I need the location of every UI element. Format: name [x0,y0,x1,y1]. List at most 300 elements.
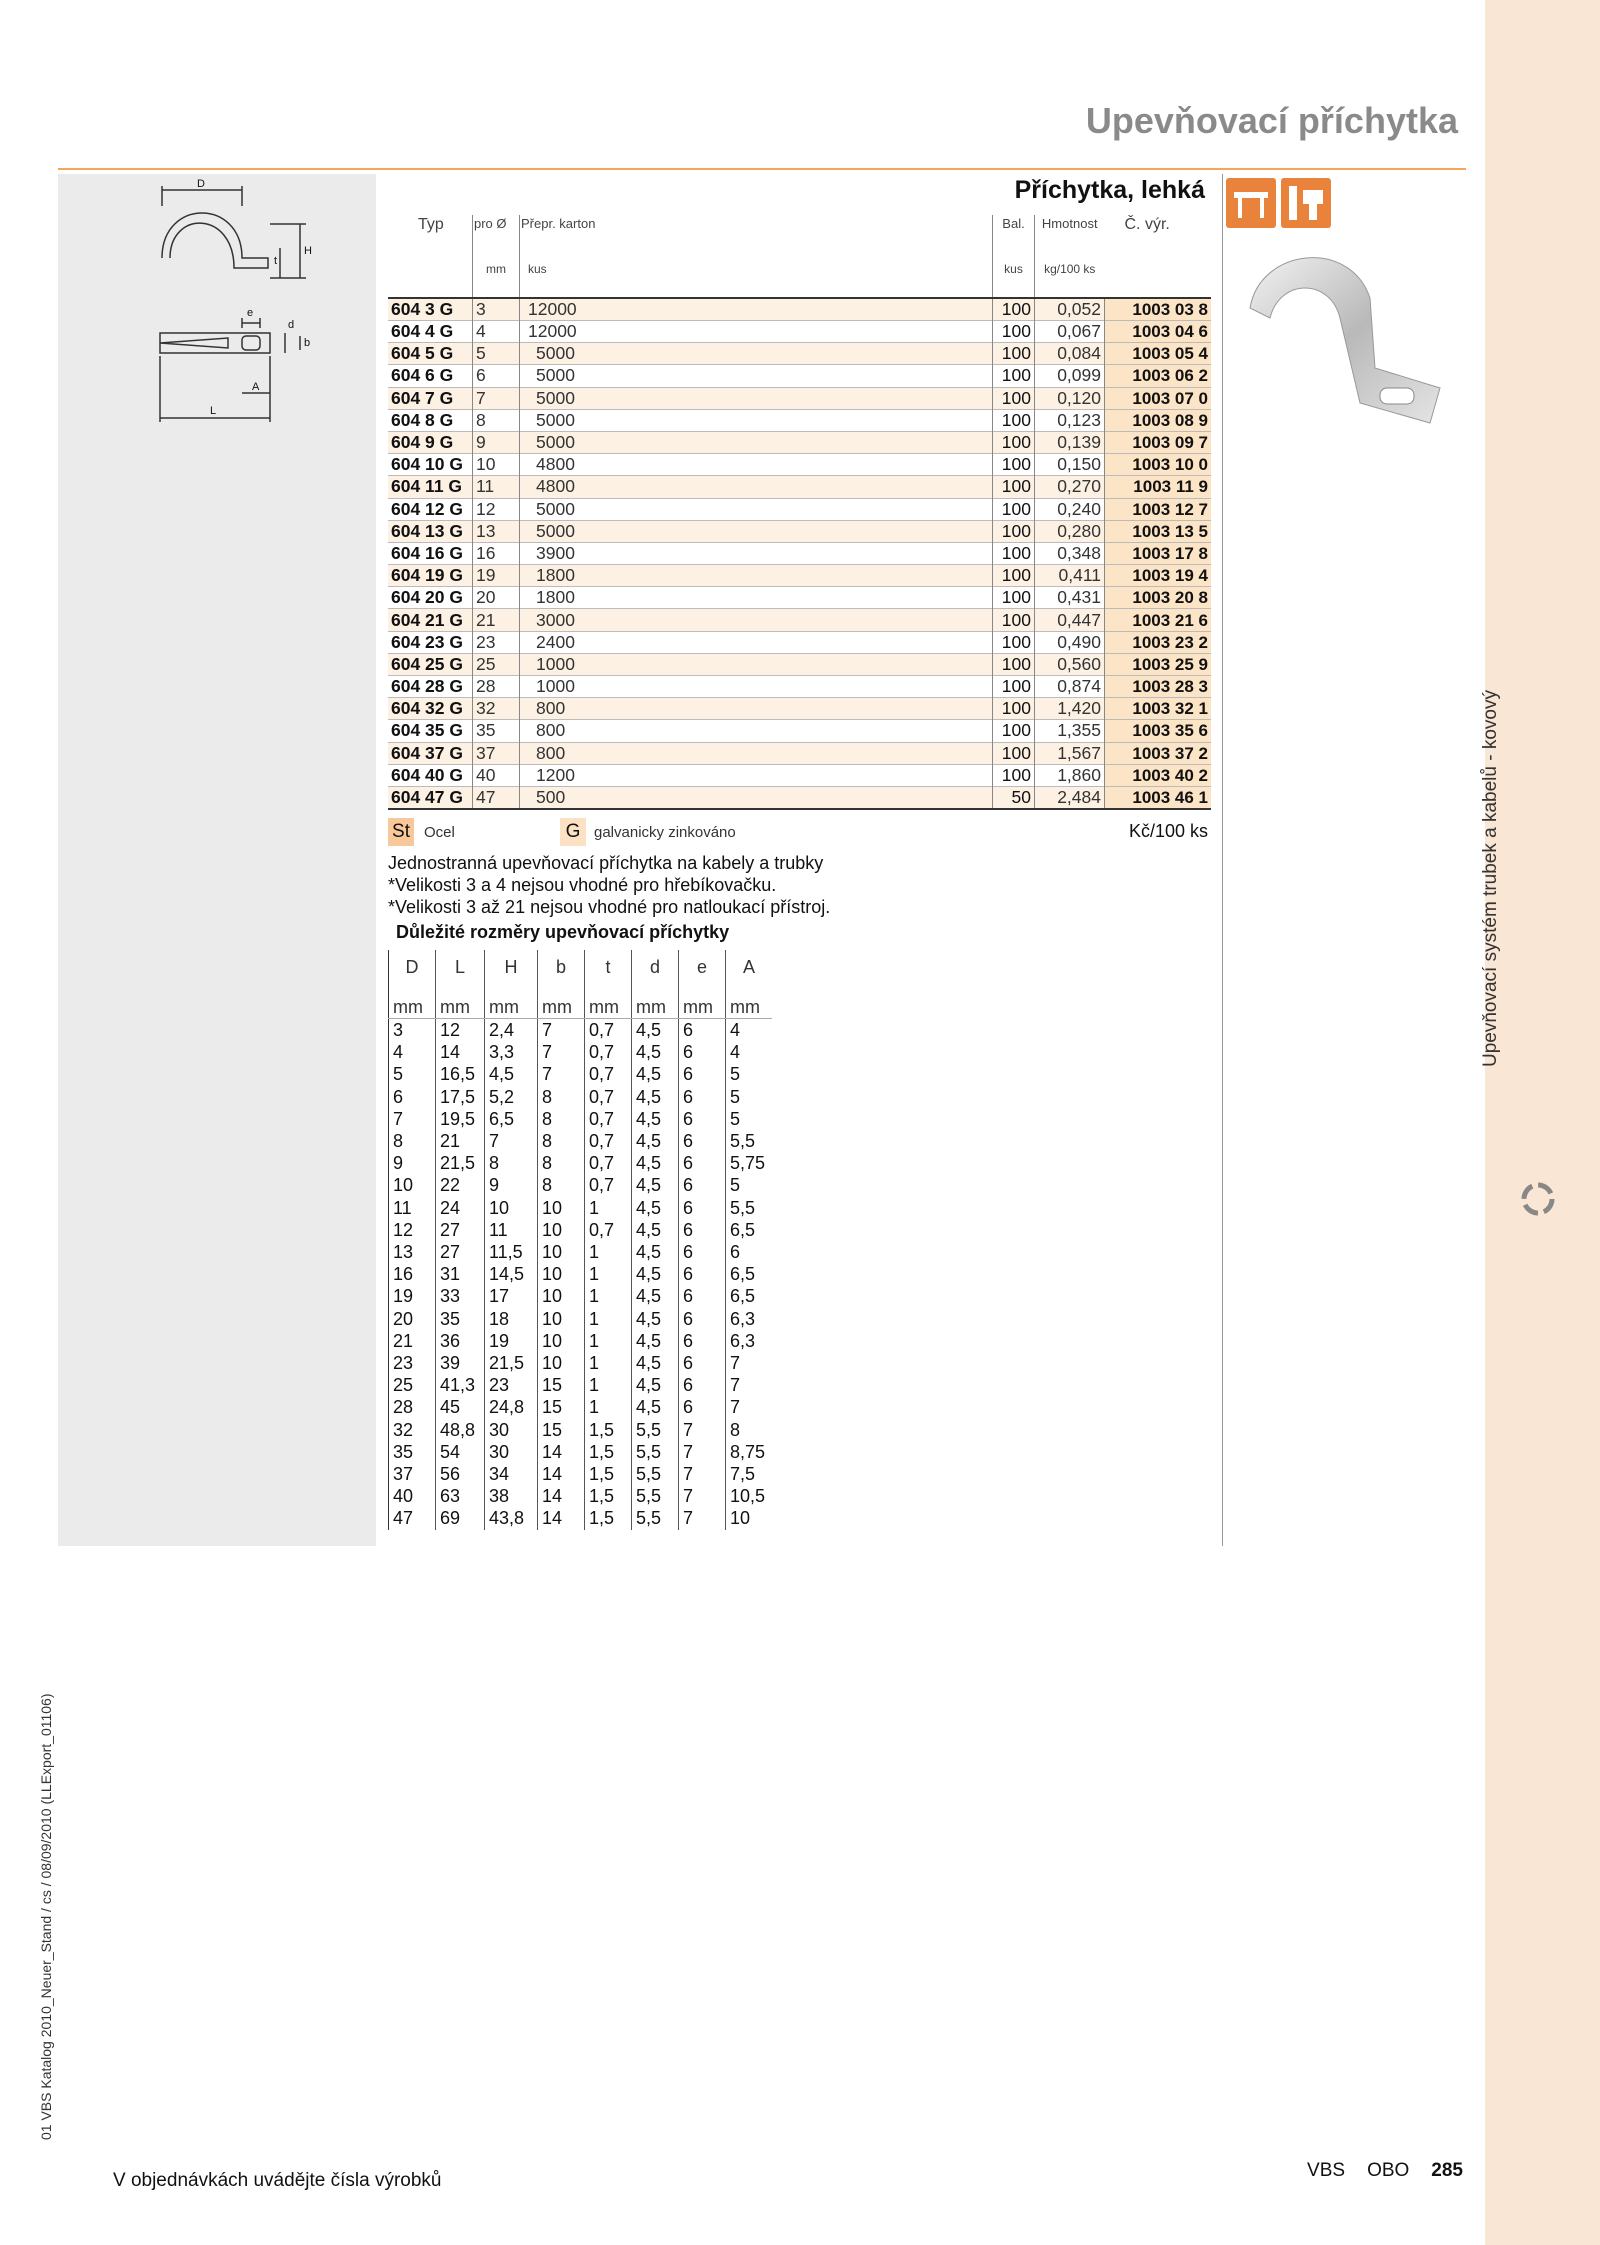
cell-pk: 800 [520,742,993,764]
cell-pk: 5000 [520,520,993,542]
cell-pk: 5000 [520,387,993,409]
cell-code: 1003 35 6 [1105,720,1212,742]
table-row [388,653,1211,675]
material-label: Ocel [424,824,455,841]
cell-od: 37 [473,742,520,764]
dimension-cell: 14 [538,1441,585,1463]
product-table [388,215,1211,810]
page-number: 285 [1431,2160,1463,2181]
cell-typ: 604 25 G [388,653,473,675]
cell-code: 1003 46 1 [1105,786,1212,809]
cell-bal: 100 [993,764,1035,786]
dimension-cell: 35 [389,1441,436,1463]
cell-pk: 2400 [520,631,993,653]
table-row [388,520,1211,542]
dimension-cell: mm [679,984,726,1019]
cell-typ: 604 20 G [388,587,473,609]
material-badge-st: St [388,818,414,846]
dimension-cell: 7 [538,1041,585,1063]
cell-od: 25 [473,653,520,675]
table-row [388,764,1211,786]
cell-bal: 100 [993,542,1035,564]
cell-bal: 100 [993,631,1035,653]
cell-hm: 1,860 [1035,764,1105,786]
dimension-cell: 4,5 [632,1396,679,1418]
cell-typ: 604 47 G [388,786,473,809]
dimension-row [389,1352,773,1374]
cell-code: 1003 19 4 [1105,565,1212,587]
dimension-cell: 1 [585,1308,632,1330]
dimension-row [389,1019,773,1042]
dimension-cell: 4,5 [485,1063,538,1085]
title-divider [58,168,1466,170]
cell-code: 1003 04 6 [1105,321,1212,343]
cell-pk: 3000 [520,609,993,631]
cell-bal: 100 [993,698,1035,720]
dimension-cell: 18 [485,1308,538,1330]
cell-typ: 604 28 G [388,676,473,698]
cell-code: 1003 12 7 [1105,498,1212,520]
dimension-cell: 5,5 [632,1507,679,1529]
cell-typ: 604 3 G [388,298,473,321]
dimension-cell: 7 [679,1507,726,1529]
cell-code: 1003 05 4 [1105,343,1212,365]
cell-od: 3 [473,298,520,321]
dimension-cell: 10 [538,1241,585,1263]
dimension-cell: 8 [538,1086,585,1108]
dimensions-title: Důležité rozměry upevňovací příchytky [396,922,730,942]
dimension-cell: 10 [485,1197,538,1219]
dimension-cell: L [436,950,485,984]
label-t: t [274,255,278,267]
dimension-cell: 6 [679,1197,726,1219]
dimension-cell: mm [485,984,538,1019]
label-l: L [210,405,217,417]
dimension-cell: mm [538,984,585,1019]
dimension-cell: b [538,950,585,984]
cell-bal: 100 [993,653,1035,675]
note: Jednostranná upevňovací příchytka na kabely a trubky [388,853,824,873]
cell-od: 6 [473,365,520,387]
cell-hm: 0,150 [1035,454,1105,476]
cell-pk: 12000 [520,321,993,343]
cell-typ: 604 11 G [388,476,473,498]
dimension-cell: 6 [679,1241,726,1263]
cell-pk: 5000 [520,365,993,387]
cell-code: 1003 10 0 [1105,454,1212,476]
dimension-cell: 6 [389,1086,436,1108]
dimension-cell: 4 [389,1041,436,1063]
dimension-cell: 6 [679,1063,726,1085]
dimension-cell: 47 [389,1507,436,1529]
dimension-cell: 30 [485,1441,538,1463]
dimension-cell: 1 [585,1197,632,1219]
cell-pk: 5000 [520,409,993,431]
dimension-cell: 7 [679,1463,726,1485]
dimension-cell: 4,5 [632,1130,679,1152]
cell-pk: 800 [520,698,993,720]
dimension-cell: 8 [389,1130,436,1152]
cell-bal: 100 [993,321,1035,343]
cell-od: 8 [473,409,520,431]
table-row [388,343,1211,365]
cell-code: 1003 40 2 [1105,764,1212,786]
dimension-cell: 4,5 [632,1352,679,1374]
label-d-lower: d [288,319,295,331]
header-prepr: Přepr. karton [520,215,993,261]
cell-od: 16 [473,542,520,564]
cell-pk: 4800 [520,476,993,498]
cell-bal: 100 [993,343,1035,365]
dimension-cell: 5,2 [485,1086,538,1108]
dimension-cell: 10 [538,1285,585,1307]
cell-pk: 800 [520,720,993,742]
dimension-cell: 6 [679,1352,726,1374]
dimension-cell: 69 [436,1507,485,1529]
dimension-cell: 15 [538,1374,585,1396]
dimension-cell: 25 [389,1374,436,1396]
dimension-row [389,1219,773,1241]
footer-note: V objednávkách uvádějte čísla výrobků [113,2170,442,2191]
cell-pk: 5000 [520,498,993,520]
finish-label: galvanicky zinkováno [594,824,736,841]
dimension-row [389,1374,773,1396]
dimension-cell: 5,5 [632,1463,679,1485]
dimension-cell: 10 [538,1330,585,1352]
dimension-cell: 8 [726,1419,773,1441]
label-b: b [304,337,311,349]
cell-code: 1003 08 9 [1105,409,1212,431]
cell-code: 1003 32 1 [1105,698,1212,720]
dimension-cell: 40 [389,1485,436,1507]
table-row [388,542,1211,564]
dimension-cell: 9 [389,1152,436,1174]
cell-od: 12 [473,498,520,520]
dimension-row [389,1308,773,1330]
cell-pk: 1800 [520,587,993,609]
dimension-cell: 5 [389,1063,436,1085]
dimension-cell: 4,5 [632,1174,679,1196]
dimension-cell: mm [436,984,485,1019]
note: *Velikosti 3 a 4 nejsou vhodné pro hřebíkovačku. [388,875,777,895]
dimension-cell: 28 [389,1396,436,1418]
dimension-cell: 21 [389,1330,436,1352]
cell-typ: 604 19 G [388,565,473,587]
table-row [388,720,1211,742]
dimension-cell: 4,5 [632,1197,679,1219]
dimension-cell: 56 [436,1463,485,1485]
dimension-row [389,1285,773,1307]
dimension-cell: 14 [538,1485,585,1507]
table-row [388,698,1211,720]
dimension-cell: 37 [389,1463,436,1485]
cell-bal: 100 [993,454,1035,476]
cell-bal: 100 [993,387,1035,409]
dimension-row [389,1174,773,1196]
dimension-cell: 24,8 [485,1396,538,1418]
cell-pk: 4800 [520,454,993,476]
cell-typ: 604 37 G [388,742,473,764]
page-title: Upevňovací příchytka [1085,100,1458,141]
cell-od: 7 [473,387,520,409]
dimension-header [389,950,773,984]
cell-bal: 100 [993,587,1035,609]
dimension-row [389,1108,773,1130]
dimension-cell: A [726,950,773,984]
cell-code: 1003 37 2 [1105,742,1212,764]
footer-obo: OBO [1367,2160,1410,2181]
dimension-cell: e [679,950,726,984]
dimension-cell: 1 [585,1396,632,1418]
dimension-cell: 21,5 [485,1352,538,1374]
dimension-cell: 14 [538,1507,585,1529]
table-row [388,587,1211,609]
dimension-cell: 4,5 [632,1108,679,1130]
dimension-cell: 6,5 [726,1219,773,1241]
dimension-cell: 41,3 [436,1374,485,1396]
dimension-cell: 0,7 [585,1019,632,1042]
dimension-cell: 4,5 [632,1308,679,1330]
dimension-cell: 22 [436,1174,485,1196]
dimension-cell: 11 [485,1219,538,1241]
dimension-cell: 21,5 [436,1152,485,1174]
cell-typ: 604 12 G [388,498,473,520]
cell-code: 1003 11 9 [1105,476,1212,498]
dimension-cell: 6,3 [726,1330,773,1352]
dimension-cell: 6,3 [726,1308,773,1330]
dimension-cell: D [389,950,436,984]
dimension-cell: 1,5 [585,1507,632,1529]
dimension-cell: 5,5 [726,1130,773,1152]
dimension-cell: d [632,950,679,984]
dimension-cell: 1 [585,1374,632,1396]
cell-pk: 1800 [520,565,993,587]
dimension-cell: 63 [436,1485,485,1507]
cell-pk: 12000 [520,298,993,321]
dimension-cell: 6,5 [726,1263,773,1285]
table-row [388,321,1211,343]
dimension-cell: 10 [538,1219,585,1241]
cell-code: 1003 21 6 [1105,609,1212,631]
dimension-cell: 23 [389,1352,436,1374]
cell-od: 35 [473,720,520,742]
dimension-cell: 33 [436,1285,485,1307]
table-row [388,742,1211,764]
dimension-cell: 5,75 [726,1152,773,1174]
cell-hm: 0,560 [1035,653,1105,675]
dimension-cell: 15 [538,1419,585,1441]
table-row [388,431,1211,453]
cell-od: 10 [473,454,520,476]
cell-hm: 0,084 [1035,343,1105,365]
dimension-cell: 4,5 [632,1019,679,1042]
cell-bal: 100 [993,520,1035,542]
dimension-cell: 45 [436,1396,485,1418]
cell-typ: 604 5 G [388,343,473,365]
dimension-cell: mm [389,984,436,1019]
table-row [388,387,1211,409]
product-title: Příchytka, lehká [1014,176,1205,204]
cell-pk: 500 [520,786,993,809]
cell-hm: 0,123 [1035,409,1105,431]
dimension-cell: 7 [679,1485,726,1507]
cell-bal: 100 [993,676,1035,698]
dimension-cell: 14 [436,1041,485,1063]
cell-bal: 100 [993,565,1035,587]
dimension-cell: 1,5 [585,1463,632,1485]
dimension-cell: 32 [389,1419,436,1441]
dimension-cell: 5 [726,1086,773,1108]
table-row [388,498,1211,520]
dimension-cell: 36 [436,1330,485,1352]
dimension-cell: 1 [585,1285,632,1307]
dimension-cell: 6 [726,1241,773,1263]
dimension-cell: 14 [538,1463,585,1485]
dimension-cell: 10 [538,1263,585,1285]
cell-od: 4 [473,321,520,343]
footer-brand [1285,2160,1463,2182]
dimension-cell: 6 [679,1219,726,1241]
cell-pk: 1000 [520,653,993,675]
dimension-cell: 24 [436,1197,485,1219]
cell-code: 1003 25 9 [1105,653,1212,675]
catalog-code: 01 VBS Katalog 2010_Neuer_Stand / cs / 08/09/2010 (LLExport_01106) [38,1693,54,2140]
dimension-cell: 7 [485,1130,538,1152]
unit-hmot: kg/100 ks [1035,261,1105,298]
dimension-cell: 38 [485,1485,538,1507]
price-unit: Kč/100 ks [1128,821,1208,841]
dimension-row [389,1485,773,1507]
cell-hm: 2,484 [1035,786,1105,809]
dimension-cell: 5,5 [632,1485,679,1507]
finish-badge-g: G [560,818,586,846]
table-row [388,454,1211,476]
dimension-cell: 0,7 [585,1219,632,1241]
dimension-cell: 4,5 [632,1330,679,1352]
cell-hm: 1,420 [1035,698,1105,720]
dimension-cell: 7 [726,1374,773,1396]
dimension-cell: 6 [679,1152,726,1174]
dimension-cell: 1 [585,1241,632,1263]
dimension-row [389,1086,773,1108]
cell-typ: 604 4 G [388,321,473,343]
dimension-cell: 8 [538,1152,585,1174]
dimension-cell: 11 [389,1197,436,1219]
cell-typ: 604 16 G [388,542,473,564]
dimension-cell: 5 [726,1174,773,1196]
cell-od: 13 [473,520,520,542]
cell-code: 1003 03 8 [1105,298,1212,321]
dimension-cell: 0,7 [585,1063,632,1085]
dimension-cell: 0,7 [585,1174,632,1196]
header-hmot: Hmotnost [1035,215,1105,261]
dimension-cell: 1 [585,1330,632,1352]
dimension-cell: 7 [538,1063,585,1085]
dimension-cell: 48,8 [436,1419,485,1441]
cell-od: 40 [473,764,520,786]
cell-hm: 0,099 [1035,365,1105,387]
dimension-cell: 6 [679,1019,726,1042]
dimension-cell: 8,75 [726,1441,773,1463]
cell-typ: 604 10 G [388,454,473,476]
dimension-row [389,1419,773,1441]
dimension-cell: 6 [679,1130,726,1152]
table-row [388,786,1211,809]
dimension-cell: t [585,950,632,984]
dimension-header [389,984,773,1019]
legend [388,816,1211,846]
cell-bal: 100 [993,720,1035,742]
dimension-row [389,1130,773,1152]
cell-od: 9 [473,431,520,453]
cell-hm: 0,431 [1035,587,1105,609]
dimension-cell: 16,5 [436,1063,485,1085]
cell-pk: 5000 [520,343,993,365]
dimension-cell: mm [632,984,679,1019]
header-pro: pro Ø [473,215,520,261]
dimension-cell: 5,5 [726,1197,773,1219]
dimension-cell: 31 [436,1263,485,1285]
hammer-tool-icon [1281,178,1331,228]
cell-typ: 604 32 G [388,698,473,720]
dimension-cell: 30 [485,1419,538,1441]
dimension-cell: 6 [679,1174,726,1196]
cell-hm: 0,490 [1035,631,1105,653]
dimension-cell: 10 [538,1352,585,1374]
dimension-cell: 0,7 [585,1086,632,1108]
dimension-cell: 4,5 [632,1241,679,1263]
dimension-cell: 39 [436,1352,485,1374]
dimension-cell: 14,5 [485,1263,538,1285]
dimension-cell: mm [726,984,773,1019]
cell-bal: 50 [993,786,1035,809]
dimension-cell: 3,3 [485,1041,538,1063]
dimension-cell: 7 [679,1419,726,1441]
dimension-cell: 4,5 [632,1374,679,1396]
dimension-cell: 35 [436,1308,485,1330]
dimension-cell: 7 [679,1441,726,1463]
cell-bal: 100 [993,476,1035,498]
cell-pk: 3900 [520,542,993,564]
side-strip [1485,0,1600,2245]
cell-od: 5 [473,343,520,365]
dimension-cell: 21 [436,1130,485,1152]
dimension-cell: 8 [538,1130,585,1152]
label-a: A [252,381,260,393]
product-photo [1240,238,1450,428]
unit-prepr: kus [520,261,993,298]
dimension-cell: 0,7 [585,1130,632,1152]
cell-od: 28 [473,676,520,698]
dimension-cell: 7 [726,1352,773,1374]
dimension-cell: 4,5 [632,1152,679,1174]
dimension-cell: 8 [485,1152,538,1174]
dimension-cell: 7 [389,1108,436,1130]
dimension-cell: mm [585,984,632,1019]
footer-vbs: VBS [1307,2160,1346,2181]
dimension-cell: 6 [679,1108,726,1130]
cell-hm: 0,348 [1035,542,1105,564]
dimension-cell: 10 [538,1197,585,1219]
cell-od: 19 [473,565,520,587]
dimension-cell: 1,5 [585,1485,632,1507]
dimension-cell: 27 [436,1219,485,1241]
notes [388,852,830,918]
dimension-cell: 16 [389,1263,436,1285]
table-row [388,409,1211,431]
cell-bal: 100 [993,365,1035,387]
dimension-cell: 19,5 [436,1108,485,1130]
